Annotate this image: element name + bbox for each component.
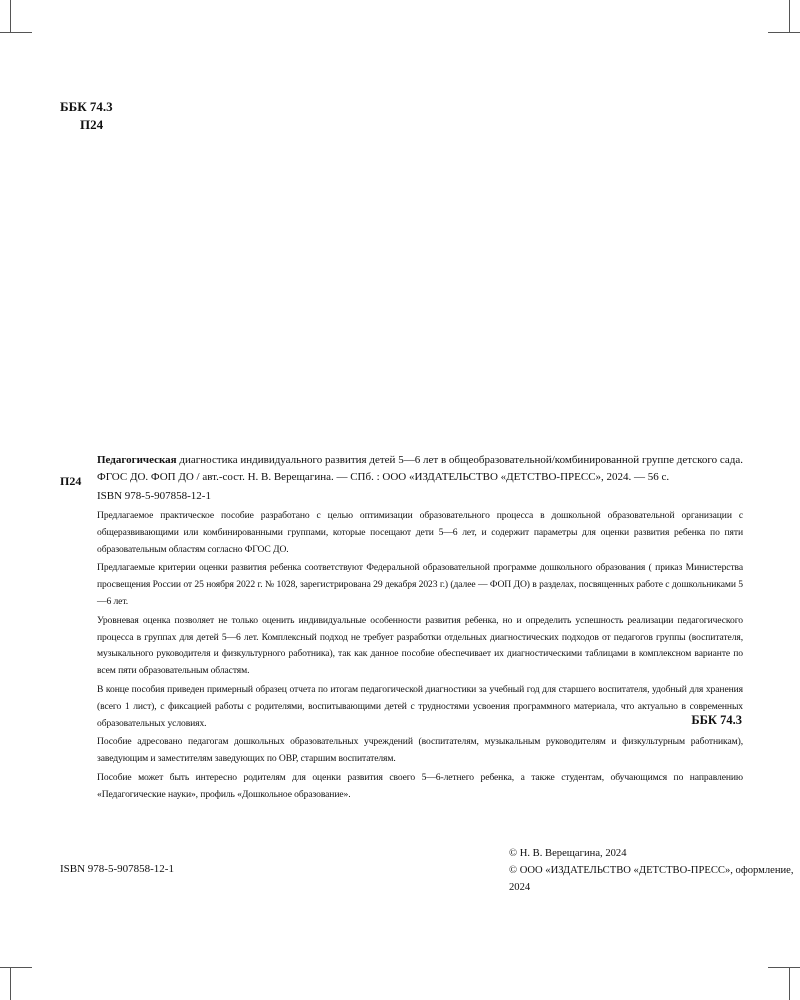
annotation-paragraph-6: Пособие может быть интересно родителям для оценки развития своего 5—6-летнего ребенка, а также студентам, обучающимся по направлению «Педагогические науки», профиль «Дошкольное образование». bbox=[97, 771, 743, 800]
annotation-paragraph-5: Пособие адресовано педагогам дошкольных образовательных учреждений (воспитателям, музыкальным руководителям и физкультурным работникам), заведующим и заместителям заведующих по ОВР, старшим воспитателям. bbox=[97, 736, 743, 765]
crop-mark-bottom-left bbox=[10, 968, 11, 1000]
annotation-paragraph-4: В конце пособия приведен примерный образец отчета по итогам педагогической диагностики за учебный год для старшего воспитателя, удобный для хранения (всего 1 лист), с фиксацией работы с родителями, воспитывающими детей с трудностями усвоения программного материала, что актуально в современных образовательных условиях. bbox=[97, 683, 743, 729]
bibliographic-record bbox=[97, 452, 743, 805]
crop-mark-bottom-right bbox=[789, 968, 790, 1000]
crop-mark-right-bottom bbox=[768, 967, 800, 968]
annotation-paragraph-2: Предлагаемые критерии оценки развития ребенка соответствуют Федеральной образовательной программе дошкольного образования ( приказ Министерства просвещения России от 25 ноября 2022 г. № 1028, зарегистрирована 29 декабря 2023 г.) (далее — ФОП ДО) в разделах, посвященных работе с дошкольниками 5—6 лет. bbox=[97, 562, 743, 608]
record-isbn: ISBN 978-5-907858-12-1 bbox=[97, 490, 211, 503]
copyright-author: © Н. В. Верещагина, 2024 bbox=[509, 848, 627, 859]
footer-isbn: ISBN 978-5-907858-12-1 bbox=[60, 863, 174, 875]
crop-mark-top-right bbox=[789, 0, 790, 32]
record-title-rest: диагностика индивидуального развития детей 5—6 лет в общеобразовательной/комбинированной группе детского сада. ФГОС ДО. ФОП ДО / авт.-сост. Н. В. Верещагина. — СПб. : ООО «ИЗДАТЕЛЬСТВО «ДЕТСТВО-ПРЕСС», 2024. — 56 с. bbox=[97, 454, 743, 484]
record-title bbox=[97, 452, 743, 486]
side-author-code: П24 bbox=[60, 474, 82, 488]
copyright-publisher: © ООО «ИЗДАТЕЛЬСТВО «ДЕТСТВО-ПРЕСС», оформление, 2024 bbox=[509, 864, 794, 893]
annotation-paragraph-3: Уровневая оценка позволяет не только оценить индивидуальные особенности развития ребенка, но и определить успешность реализации педагогического процесса в группах для детей 5—6 лет. Комплексный подход не требует разработки отдельных диагностических подходов от педагогов группы (воспитателя, музыкального руководителя и физкультурного работника), так как данное пособие обеспечивает их диагностическими таблицами в комплексном варианте по всем пяти образовательным областям. bbox=[97, 614, 743, 677]
record-title-bold: Педагогическая bbox=[97, 454, 177, 466]
crop-mark-left-bottom bbox=[0, 967, 32, 968]
bbk-header bbox=[60, 98, 113, 133]
crop-mark-top-left bbox=[10, 0, 11, 32]
bbk-label: ББК 74.3 bbox=[60, 99, 113, 114]
crop-mark-right-top bbox=[768, 32, 800, 33]
crop-mark-left-top bbox=[0, 32, 32, 33]
annotation-paragraph-1: Предлагаемое практическое пособие разработано с целью оптимизации образовательного процесса в дошкольной образовательной организации с общеразвивающими или комбинированными группами, которые посещают дети 5—6 лет, и содержит параметры для оценки развития ребенка по пяти образовательным областям согласно ФГОС ДО. bbox=[97, 510, 743, 555]
copyright-block bbox=[509, 846, 800, 897]
author-code: П24 bbox=[80, 116, 104, 132]
bbk-bottom: ББК 74.3 bbox=[691, 713, 742, 727]
